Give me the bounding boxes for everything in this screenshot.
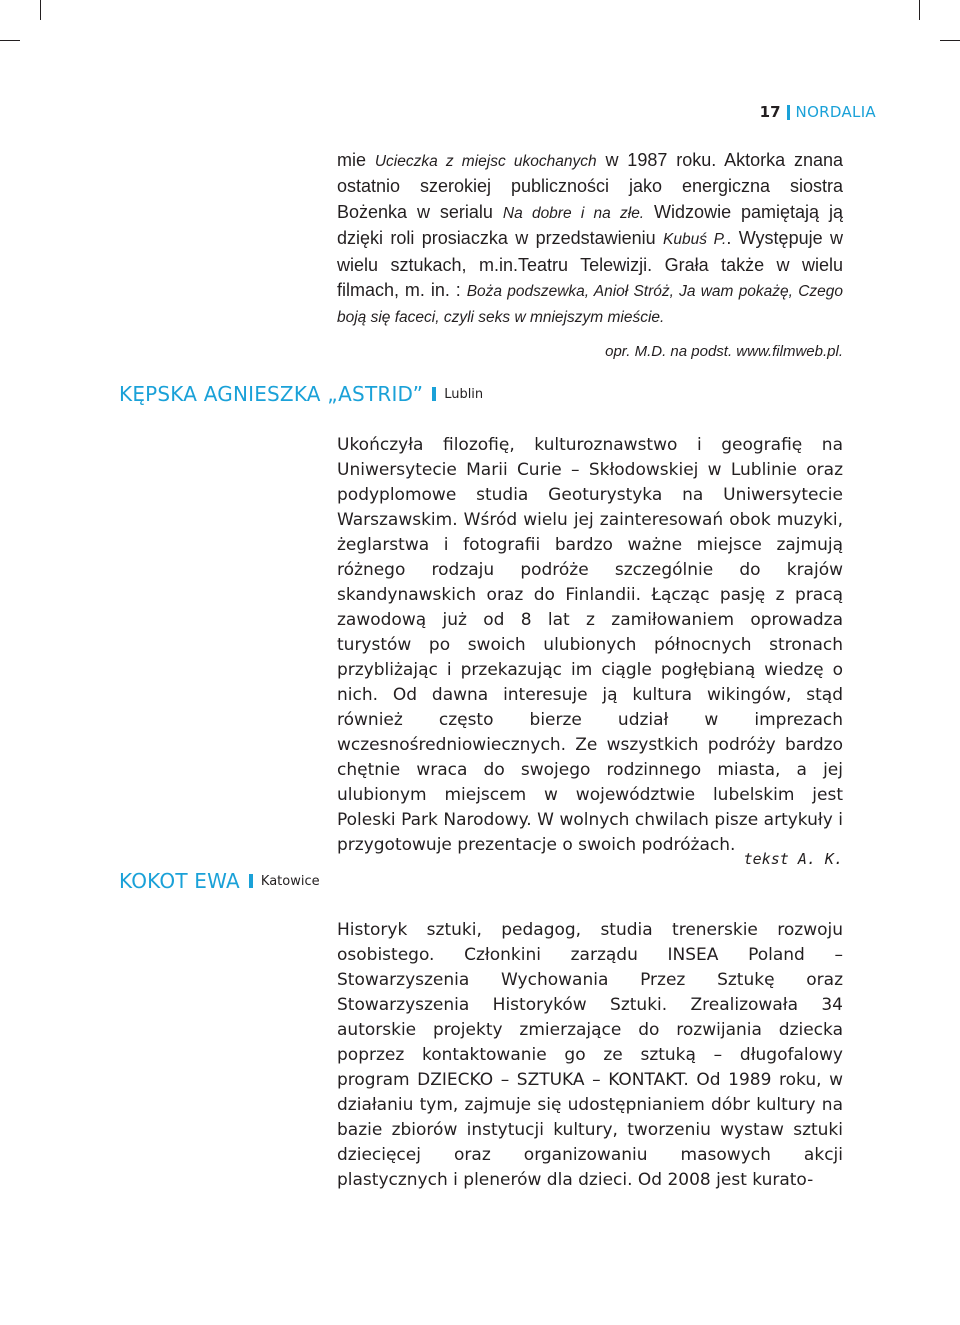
play-title: Kubuś P. xyxy=(663,231,727,249)
series-title: Na dobre i na złe. xyxy=(502,204,645,222)
text-credit: tekst A. K. xyxy=(743,850,843,868)
person-city: Lublin xyxy=(444,386,484,402)
entry-name-kepska xyxy=(119,382,483,406)
source-credit: opr. M.D. na podst. www.filmweb.pl. xyxy=(605,343,843,360)
previous-entry-continuation xyxy=(337,148,843,331)
bio-paragraph: Historyk sztuki, pedagog, studia trenerskie rozwoju osobistego. Członkini zarządu INSEA Poland – Stowarzyszenia Wychowania Przez Sztukę oraz Stowarzyszenia Historyków Sztuki. Zrealizowała 34 autorskie projekty zmierzające do rozwijania dziecka poprzez kontaktowanie go ze sztuką – długofalowy program DZIECKO – SZTUKA – KONTAKT. Od 1989 roku, w działaniu tym, zajmuje się udostępnianiem dóbr kultury na bazie zbiorów instytucji kultury, tworzeniu wystaw sztuki dziecięcej oraz organizowaniu masowych akcji plastycznych i plenerów dla dzieci. Od 2008 jest kurato- xyxy=(337,920,843,1190)
name-divider xyxy=(432,387,436,401)
page-number: 17 xyxy=(759,103,781,121)
section-title: NORDALIA xyxy=(795,103,876,121)
crop-mark-top-right xyxy=(919,0,920,20)
header-divider xyxy=(787,105,790,120)
crop-mark-top-left xyxy=(40,0,41,20)
entry-name-kokot xyxy=(119,869,320,893)
crop-mark-top-left-h xyxy=(0,40,20,41)
crop-mark-top-right-h xyxy=(940,40,960,41)
bio-paragraph: Ukończyła filozofię, kulturoznawstwo i geografię na Uniwersytecie Marii Curie – Skłodowskiej w Lublinie oraz podyplomowe studia Geoturystyka na Uniwersytecie Warszawskim. Wśród wielu jej zainteresowań obok muzyki, żeglarstwa i fotografii bardzo ważne miejsce zajmują różnego rodzaju podróże szczególnie do krajów skandynawskich oraz do Finlandii. Łącząc pasję z pracą zawodową już od 8 lat z zamiłowaniem oprowadza turystów po swoich ulubionych północnych stronach przybliżając i przekazując im ciągle pogłębianą wiedzę o nich. Od dawna interesuje ją kultura wikingów, stąd również często bierze udział w imprezach wczesnośredniowiecznych. Ze wszystkich podróży bardzo chętnie wraca do swojego rodzinnego miasta, a jej ulubionym miejscem w województwie lubelskim jest Poleski Park Narodowy. W wolnych chwilach pisze artykuły i przygotowuje prezentacje o swoich podróżach. xyxy=(337,435,843,855)
page-header xyxy=(760,103,876,121)
person-name: KĘPSKA AGNIESZKA „ASTRID” xyxy=(119,382,424,406)
film-list: Boża podszewka, Anioł Stróż, Ja wam pokażę, Czego boją się faceci, czyli seks w mniejszym mieście. xyxy=(337,283,844,327)
bio-kepska xyxy=(337,433,843,858)
person-name: KOKOT EWA xyxy=(119,869,240,893)
person-city: Katowice xyxy=(260,873,320,889)
continuation-paragraph: mie Ucieczka z miejsc ukochanych w 1987 roku. Aktorka znana ostatnio szerokiej publiczności jako energiczna siostra Bożenka w serialu Na dobre i na złe. Widzowie pamiętają ją dzięki roli prosiaczka w przedstawieniu Kubuś P.. Występuje w wielu sztukach, m.in.Teatru Telewizji. Grała także w wielu filmach, m. in. : Boża podszewka, Anioł Stróż, Ja wam pokażę, Czego boją się faceci, czyli seks w mniejszym mieście. xyxy=(337,150,844,327)
bio-kokot xyxy=(337,918,843,1193)
name-divider xyxy=(249,874,253,888)
film-title: Ucieczka z miejsc ukochanych xyxy=(374,153,597,170)
